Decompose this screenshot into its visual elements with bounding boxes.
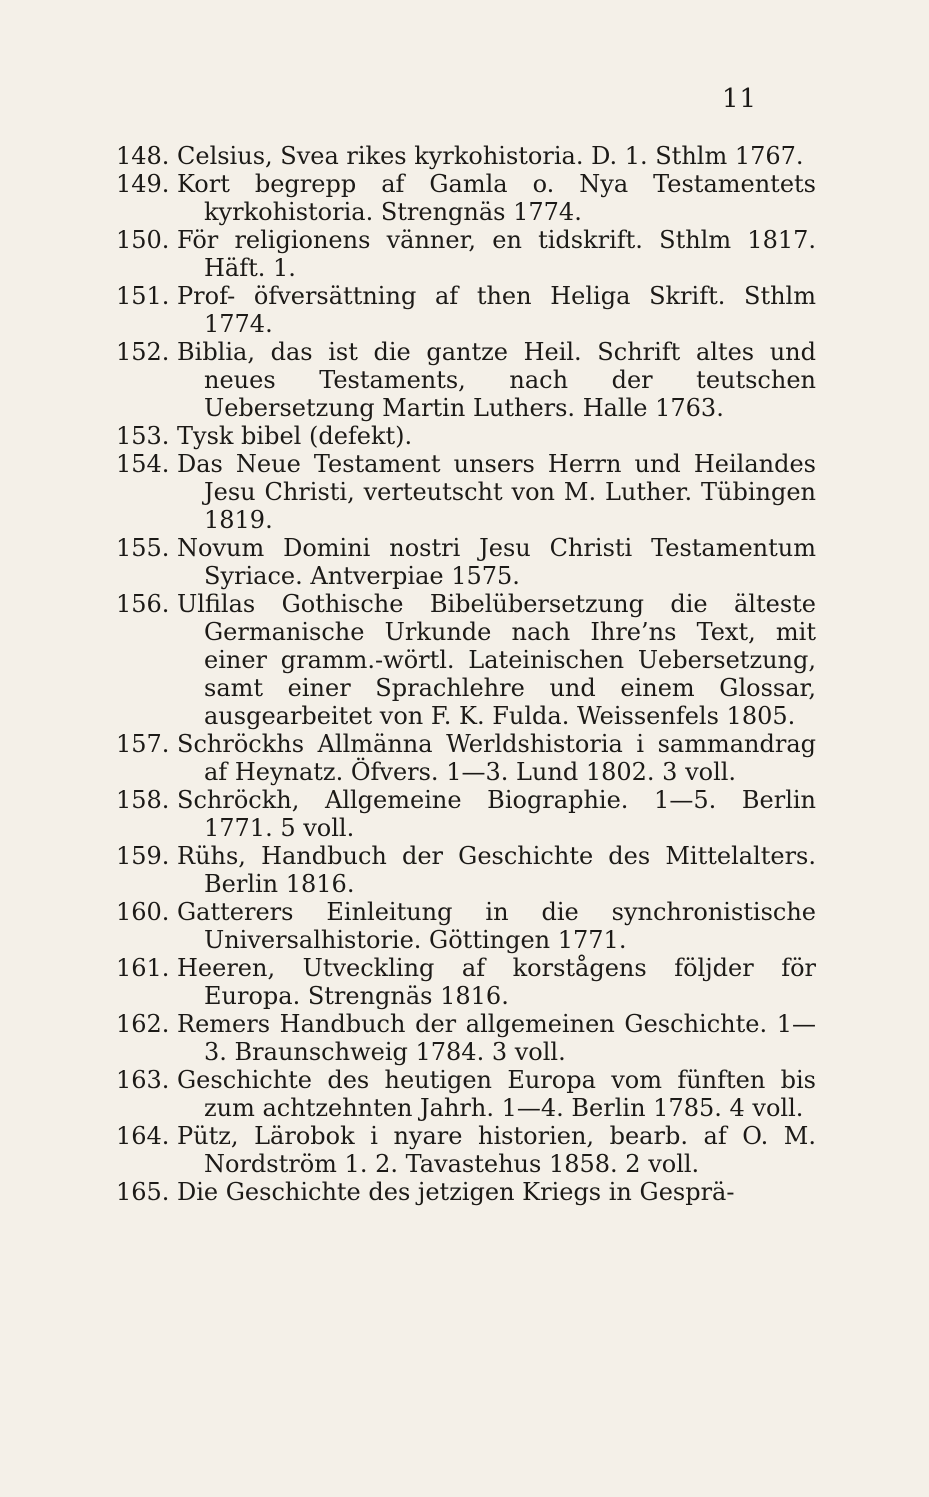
entry-text: Kort begrepp af Gamla o. Nya Testamentets kyrkohistoria. Strengnäs 1774.	[177, 170, 816, 226]
catalog-entry	[0, 170, 929, 226]
catalog-entry	[0, 282, 929, 338]
page-number: 11	[722, 84, 758, 114]
entry-text: För religionens vänner, en tidskrift. Sthlm 1817. Häft. 1.	[177, 226, 816, 282]
entry-number: 153.	[116, 422, 170, 450]
catalog-entry	[0, 226, 929, 282]
entry-text: Remers Handbuch der allgemeinen Geschichte. 1—3. Braunschweig 1784. 3 voll.	[177, 1010, 816, 1066]
catalog-entry	[0, 898, 929, 954]
entry-number: 160.	[116, 898, 170, 926]
catalog-entry	[0, 1010, 929, 1066]
entry-text: Rühs, Handbuch der Geschichte des Mittelalters. Berlin 1816.	[177, 842, 816, 898]
entry-number: 157.	[116, 730, 170, 758]
catalog-entry	[0, 1122, 929, 1178]
entry-text: Celsius, Svea rikes kyrkohistoria. D. 1. Sthlm 1767.	[177, 142, 804, 170]
entry-number: 159.	[116, 842, 170, 870]
catalog-entry	[0, 422, 929, 450]
entry-number: 149.	[116, 170, 170, 198]
entry-text: Schröckhs Allmänna Werldshistoria i sammandrag af Heynatz. Öfvers. 1—3. Lund 1802. 3 voll.	[177, 730, 816, 786]
entry-number: 163.	[116, 1066, 170, 1094]
entry-text: Biblia, das ist die gantze Heil. Schrift altes und neues Testaments, nach der teutschen Uebersetzung Martin Luthers. Halle 1763.	[177, 338, 816, 422]
entry-text: Novum Domini nostri Jesu Christi Testamentum Syriace. Antverpiae 1575.	[177, 534, 816, 590]
entry-text: Tysk bibel (defekt).	[177, 422, 413, 450]
entry-text: Die Geschichte des jetzigen Kriegs in Gesprä-	[177, 1178, 735, 1206]
entry-text: Heeren, Utveckling af korstågens följder för Europa. Strengnäs 1816.	[177, 954, 816, 1010]
entry-number: 158.	[116, 786, 170, 814]
entry-number: 156.	[116, 590, 170, 618]
entry-number: 164.	[116, 1122, 170, 1150]
catalog-entry	[0, 590, 929, 730]
entry-number: 155.	[116, 534, 170, 562]
entry-number: 151.	[116, 282, 170, 310]
catalog-entry	[0, 1066, 929, 1122]
entry-text: Das Neue Testament unsers Herrn und Heilandes Jesu Christi, verteutscht von M. Luther. Tübingen 1819.	[177, 450, 816, 534]
catalog-entry	[0, 534, 929, 590]
entry-text: Geschichte des heutigen Europa vom fünften bis zum achtzehnten Jahrh. 1—4. Berlin 1785. 4 voll.	[177, 1066, 816, 1122]
catalog-entry	[0, 842, 929, 898]
catalog-entry	[0, 786, 929, 842]
catalog-entry	[0, 338, 929, 422]
catalog-entry-list	[0, 142, 929, 1206]
entry-text: Gatterers Einleitung in die synchronistische Universalhistorie. Göttingen 1771.	[177, 898, 816, 954]
entry-number: 165.	[116, 1178, 170, 1206]
entry-text: Pütz, Lärobok i nyare historien, bearb. af O. M. Nordström 1. 2. Tavastehus 1858. 2 voll.	[177, 1122, 816, 1178]
entry-text: Schröckh, Allgemeine Biographie. 1—5. Berlin 1771. 5 voll.	[177, 786, 816, 842]
entry-number: 154.	[116, 450, 170, 478]
catalog-entry	[0, 1178, 929, 1206]
catalog-entry	[0, 142, 929, 170]
entry-number: 148.	[116, 142, 170, 170]
entry-number: 162.	[116, 1010, 170, 1038]
entry-text: Ulfilas Gothische Bibelübersetzung die älteste Germanische Urkunde nach Ihre’ns Text, mit einer gramm.-wörtl. Lateinischen Uebersetzung, samt einer Sprachlehre und einem Glossar, ausgearbeitet von F. K. Fulda. Weissenfels 1805.	[177, 590, 816, 730]
catalog-entry	[0, 954, 929, 1010]
entry-text: Prof- öfversättning af then Heliga Skrift. Sthlm 1774.	[177, 282, 816, 338]
catalog-entry	[0, 730, 929, 786]
entry-number: 161.	[116, 954, 170, 982]
entry-number: 152.	[116, 338, 170, 366]
entry-number: 150.	[116, 226, 170, 254]
catalog-entry	[0, 450, 929, 534]
